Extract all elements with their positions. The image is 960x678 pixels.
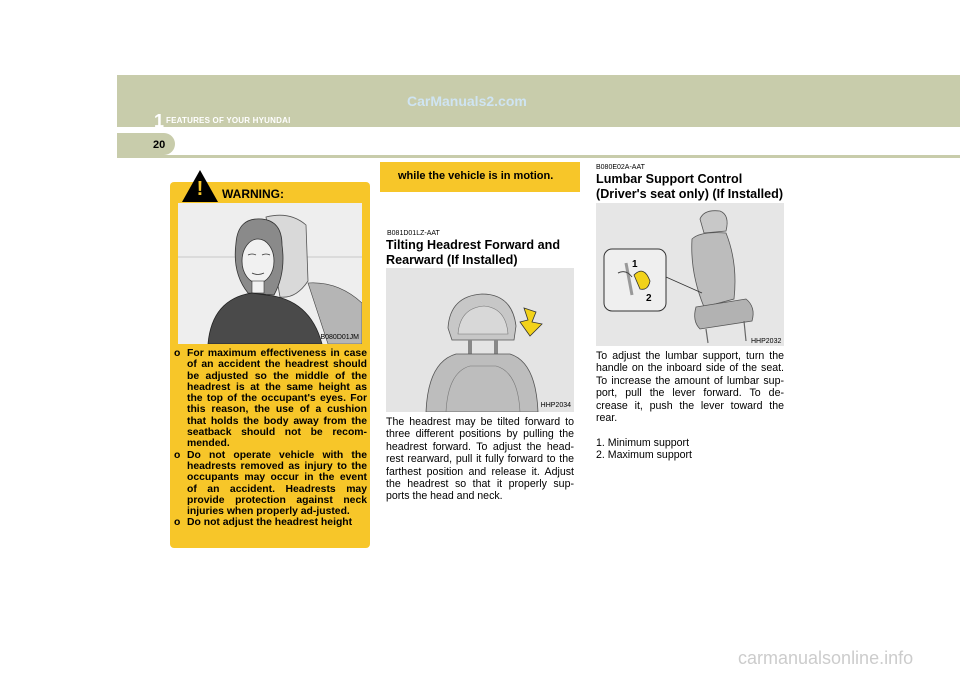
callout-2: 2: [646, 293, 652, 304]
section-code: B081D01LZ-AAT: [387, 230, 440, 237]
warning-title: WARNING:: [222, 187, 284, 201]
callout-1: 1: [632, 259, 638, 270]
warning-item: o Do not operate vehicle with the headrests removed as injury to the occupants may occur in the event of an accident. Headrests may provide protection against neck injuries when properly ad-justed.: [174, 449, 367, 518]
header-rule: [117, 155, 960, 158]
image-code: HHP2032: [751, 338, 782, 345]
section-code: B080E02A-AAT: [596, 164, 645, 171]
section-heading: Lumbar Support Control (Driver's seat only) (If Installed): [596, 172, 784, 201]
footer-watermark[interactable]: carmanualsonline.info: [738, 648, 914, 668]
watermark-link[interactable]: CarManuals2.com: [407, 93, 527, 109]
warning-item: o Do not adjust the headrest height: [174, 517, 353, 529]
section-body: To adjust the lumbar support, turn the handle on the inboard side of the seat. To increase the amount of lumbar sup-port, pull the lever forward. To de-crease it, push the lever toward the rear.: [596, 350, 784, 425]
list-item: 2. Maximum support: [596, 449, 692, 462]
page-number-tab: [117, 133, 175, 155]
warning-item: o For maximum effectiveness in case of an accident the headrest should be adjusted so the middle of the headrest is at the same height as the top of the occupant's eyes. For this reason, the use of a cushion that holds the body away from the seatback should not be recom-mended.: [174, 348, 367, 450]
headrest-tilt-illustration: [386, 268, 574, 412]
lumbar-seat-illustration: [596, 203, 784, 346]
section-heading: Tilting Headrest Forward and Rearward (If Installed): [386, 238, 561, 267]
support-list: [596, 437, 692, 462]
headrest-woman-illustration: [178, 203, 362, 344]
chapter-title: FEATURES OF YOUR HYUNDAI: [166, 116, 291, 125]
exclamation-icon: !: [196, 178, 204, 200]
image-code: B080D01JM: [320, 334, 359, 341]
warning-continuation-text: while the vehicle is in motion.: [398, 170, 554, 182]
warning-list: [174, 348, 367, 529]
warning-continuation-box: [380, 162, 580, 192]
section-body: The headrest may be tilted forward to three different positions by pulling the headrest forward. To adjust the head-rest rearward, pull it fully forward to the farthest position and release it. Adjust the headrest so that it properly sup-ports the head and neck.: [386, 416, 574, 503]
list-item: 1. Minimum support: [596, 437, 690, 449]
warning-box: [170, 178, 370, 548]
headrest-drawing: [386, 268, 574, 412]
woman-headrest-drawing: [178, 203, 362, 344]
chapter-number: 1: [154, 111, 165, 131]
image-code: HHP2034: [540, 402, 571, 409]
seat-drawing: [596, 203, 784, 346]
page-number: 20: [153, 139, 166, 151]
